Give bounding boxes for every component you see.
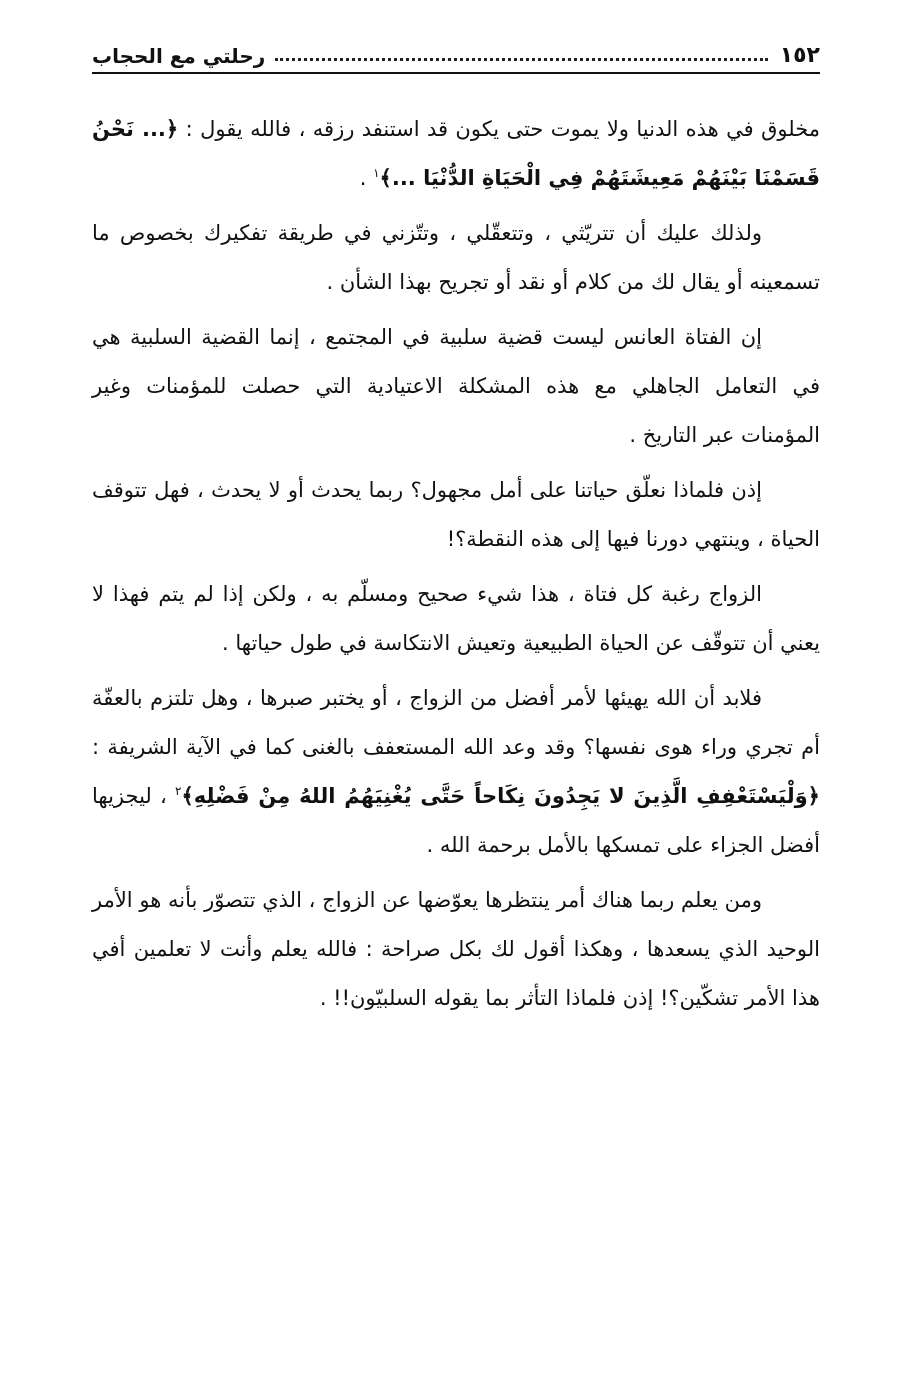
paragraph-text: إن الفتاة العانس ليست قضية سلبية في المجتمع ، إنما القضية السلبية هي في التعامل الجاهلي مع هذه المشكلة الاعتيادية التي حصلت للمؤمنات وغير المؤمنات عبر التاريخ . [92, 325, 820, 447]
quran-verse: ﴿... نَحْنُ قَسَمْنَا بَيْنَهُمْ مَعِيشَتَهُمْ فِي الْحَيَاةِ الدُّنْيَا ...﴾ [92, 117, 820, 190]
page-number: ١٥٢ [779, 43, 820, 68]
footnote-marker: ١ [373, 166, 380, 180]
book-title: رحلتي مع الحجاب [92, 44, 266, 68]
paragraph [92, 876, 820, 1023]
paragraph-text: ومن يعلم ربما هناك أمر ينتظرها يعوّضها عن الزواج ، الذي تتصوّر بأنه هو الأمر الوحيد الذي يسعدها ، وهكذا أقول لك بكل صراحة : فالله يعلم وأنت لا تعلمين أفي هذا الأمر تشكّين؟! إذن فلماذا التأثر بما يقوله السلبيّون!! . [92, 888, 820, 1010]
paragraph [92, 209, 820, 307]
header-dot-leader [275, 57, 767, 61]
body-text [92, 105, 820, 1029]
paragraph [92, 105, 820, 203]
header-rule [92, 72, 820, 74]
paragraph [92, 466, 820, 564]
paragraph-text: الزواج رغبة كل فتاة ، هذا شيء صحيح ومسلّم به ، ولكن إذا لم يتم فهذا لا يعني أن تتوقّف عن الحياة الطبيعية وتعيش الانتكاسة في طول حياتها . [92, 582, 820, 655]
quran-verse: ﴿وَلْيَسْتَعْفِفِ الَّذِينَ لا يَجِدُونَ نِكَاحاً حَتَّى يُغْنِيَهُمُ اللهُ مِنْ فَضْلِهِ﴾ [181, 784, 820, 808]
paragraph-text: فلابد أن الله يهيئها لأمر أفضل من الزواج ، أو يختبر صبرها ، وهل تلتزم بالعفّة أم تجري وراء هوى نفسها؟ وقد وعد الله المستعفف بالغنى كما في الآية الشريفة : [92, 686, 820, 759]
paragraph-text: ولذلك عليك أن تتريّثي ، وتتعقّلي ، وتتّزني في طريقة تفكيرك بخصوص ما تسمعينه أو يقال لك من كلام أو نقد أو تجريح بهذا الشأن . [92, 221, 820, 294]
paragraph [92, 570, 820, 668]
paragraph-text-tail: ، ليجزيها أفضل الجزاء على تمسكها بالأمل برحمة الله . [92, 784, 820, 857]
paragraph [92, 313, 820, 460]
running-header [92, 28, 820, 68]
paragraph-text: مخلوق في هذه الدنيا ولا يموت حتى يكون قد استنفد رزقه ، فالله يقول : [178, 117, 820, 141]
paragraph [92, 674, 820, 870]
paragraph-text-tail: . [359, 166, 374, 190]
paragraph-text: إذن فلماذا نعلّق حياتنا على أمل مجهول؟ ربما يحدث أو لا يحدث ، فهل تتوقف الحياة ، وينتهي دورنا فيها إلى هذه النقطة؟! [92, 478, 820, 551]
footnote-marker: ٢ [174, 784, 182, 798]
